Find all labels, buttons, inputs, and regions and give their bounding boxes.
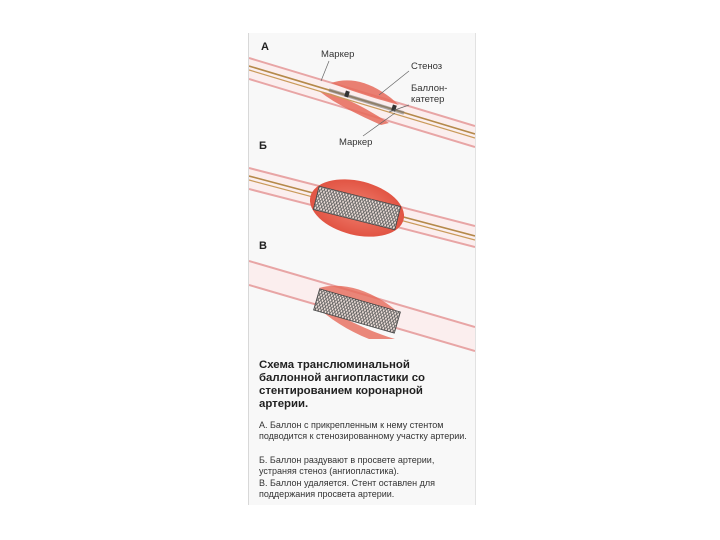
callout-balloon-catheter-line2: катетер	[411, 94, 445, 105]
stent-angioplasty-figure	[248, 33, 476, 505]
callout-balloon-catheter-line1: Баллон-	[411, 83, 448, 94]
panel-label-b: Б	[259, 140, 267, 152]
caption-item-a: А. Баллон с прикрепленным к нему стентом подводится к стенозированному участку артерии.	[259, 420, 467, 441]
panel-label-c: В	[259, 240, 267, 252]
caption-item-b: Б. Баллон раздувают в просвете артерии, устраняя стеноз (ангиопластика).	[259, 455, 435, 476]
panel-label-a: А	[261, 41, 269, 53]
callout-stenosis: Стеноз	[411, 61, 443, 72]
caption-item-c: В. Баллон удаляется. Стент оставлен для поддержания просвета артерии.	[259, 478, 436, 499]
callout-marker-top: Маркер	[321, 49, 355, 60]
callout-marker-bottom: Маркер	[339, 137, 373, 148]
angioplasty-diagram	[249, 33, 475, 353]
caption-title: Схема транслюминальной баллонной ангиопластики со стентированием коронарной артерии.	[259, 359, 425, 410]
